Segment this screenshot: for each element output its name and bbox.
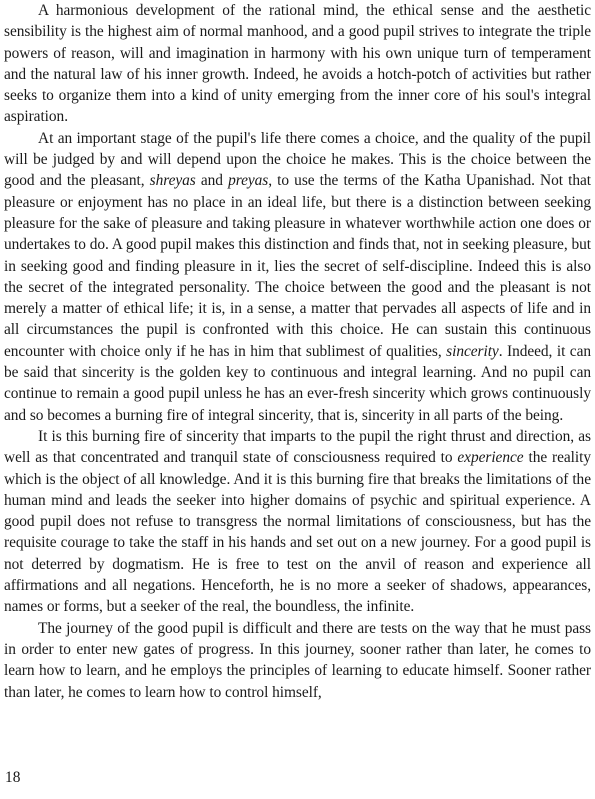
text-run: A harmonious development of the rational mind, the ethical sense and the aesthetic sensibility is the highest aim of normal manhood, and a good pupil strives to integrate the triple powers of reason, will and imagination in harmony with his own unique turn of temperament and the natural law of his inner growth. Indeed, he avoids a hotch-potch of activities but rather seeks to organize them into a kind of unity emerging from the inner core of his soul's integral aspiration. <box>4 2 591 126</box>
text-run: The journey of the good pupil is difficult and there are tests on the way that he must pass in order to enter new gates of progress. In this journey, sooner rather than later, he comes to learn how to learn, and he employs the principles of learning to educate himself. Sooner rather than later, he comes to learn how to control himself, <box>4 619 591 701</box>
italic-term: shreyas <box>149 172 196 190</box>
body-text <box>4 0 591 703</box>
text-run: At an important stage of the pupil's life there comes a choice, and the quality of the pupil will be judged by and will depend upon the choice he makes. This is the choice between the good and the pleasant, <box>4 129 591 190</box>
text-run: the reality which is the object of all knowledge. And it is this burning fire that breaks the limitations of the human mind and leads the seeker into higher domains of psychic and spiritual experience. A good pupil does not refuse to transgress the normal limitations of consciousness, but has the requisite courage to take the staff in his hands and set out on a new journey. For a good pupil is not deterred by dogmatism. He is free to test on the anvil of reason and experience all affirmations and all negations. Henceforth, he is no more a seeker of shadows, appearances, names or forms, but a seeker of the real, the boundless, the infinite. <box>4 449 591 616</box>
page-number: 18 <box>5 769 21 786</box>
paragraph <box>4 0 591 128</box>
italic-term: preyas <box>228 172 269 190</box>
text-run: . Indeed, it can be said that sincerity is the golden key to continuous and integral learning. And no pupil can continue to remain a good pupil unless he has an ever-fresh sincerity which grows continuously and so becomes a burning fire of integral sincerity, that is, sincerity in all parts of the being. <box>4 342 591 424</box>
text-run: It is this burning fire of sincerity that imparts to the pupil the right thrust and direction, as well as that concentrated and tranquil state of consciousness required to <box>4 427 591 467</box>
paragraph <box>4 426 591 618</box>
italic-term: experience <box>457 449 524 467</box>
text-run: and <box>195 172 229 190</box>
book-page <box>4 0 591 703</box>
text-run: , to use the terms of the Katha Upanishad. Not that pleasure or enjoyment has no place in an ideal life, but there is a distinction between seeking pleasure for the sake of pleasure and taking pleasure in whatever worthwhile action one does or undertakes to do. A good pupil makes this distinction and finds that, not in seeking pleasure, but in seeking good and finding pleasure in it, lies the secret of self-discipline. Indeed this is also the secret of the integrated personality. The choice between the good and the pleasant is not merely a matter of ethical life; it is, in a sense, a matter that pervades all aspects of life and in all circumstances the pupil is confronted with this choice. He can sustain this continuous encounter with choice only if he has in him that sublimest of qualities, <box>4 172 591 360</box>
italic-term: sincerity <box>446 342 499 360</box>
paragraph <box>4 618 591 703</box>
paragraph <box>4 128 591 426</box>
